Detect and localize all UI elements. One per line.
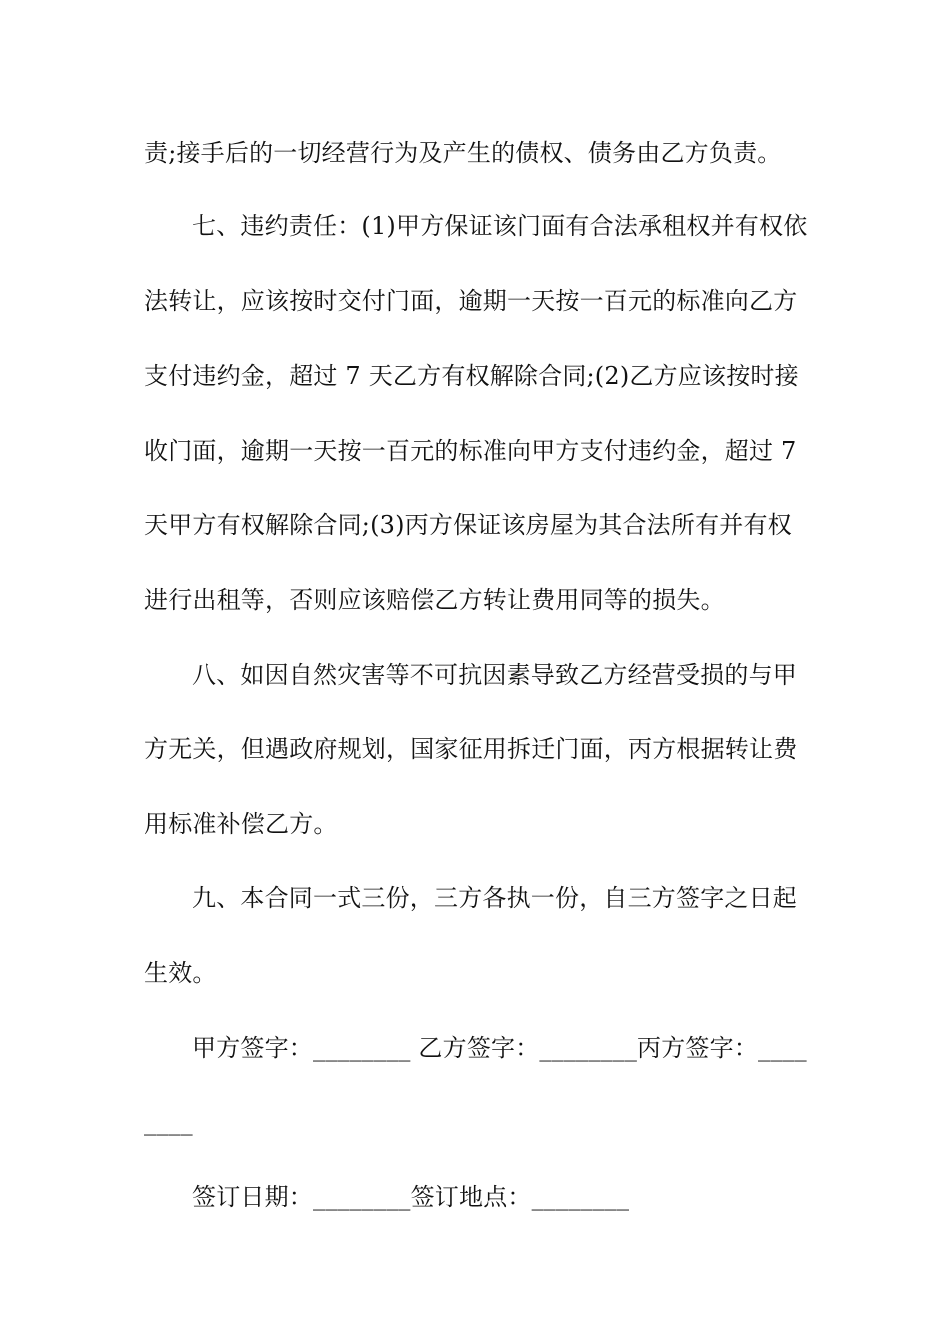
signature-line: 甲方签字：________ 乙方签字：________丙方签字：____: [192, 1034, 807, 1062]
clause-eight-heading: 八、如因自然灾害等不可抗因素导致乙方经营受损的与甲: [192, 661, 797, 689]
date-place-line: 签订日期：________签订地点：________: [192, 1183, 630, 1211]
text-line: 方无关，但遇政府规划，国家征用拆迁门面，丙方根据转让费: [144, 735, 798, 763]
clause-seven-heading: 七、违约责任：(1)甲方保证该门面有合法承租权并有权依: [192, 212, 808, 240]
text-line: 天甲方有权解除合同;(3)丙方保证该房屋为其合法所有并有权: [144, 511, 792, 539]
clause-nine-heading: 九、本合同一式三份，三方各执一份，自三方签字之日起: [192, 884, 797, 912]
text-line: 进行出租等，否则应该赔偿乙方转让费用同等的损失。: [144, 586, 725, 614]
text-line: 收门面，逾期一天按一百元的标准向甲方支付违约金，超过 7: [144, 437, 797, 465]
text-line: 法转让，应该按时交付门面，逾期一天按一百元的标准向乙方: [144, 287, 798, 315]
text-line: 生效。: [144, 959, 217, 987]
signature-line-continuation: ____: [144, 1108, 193, 1136]
text-line: 用标准补偿乙方。: [144, 810, 338, 838]
text-line: 支付违约金，超过 7 天乙方有权解除合同;(2)乙方应该按时接: [144, 362, 799, 390]
text-line: 责;接手后的一切经营行为及产生的债权、债务由乙方负责。: [144, 139, 782, 167]
